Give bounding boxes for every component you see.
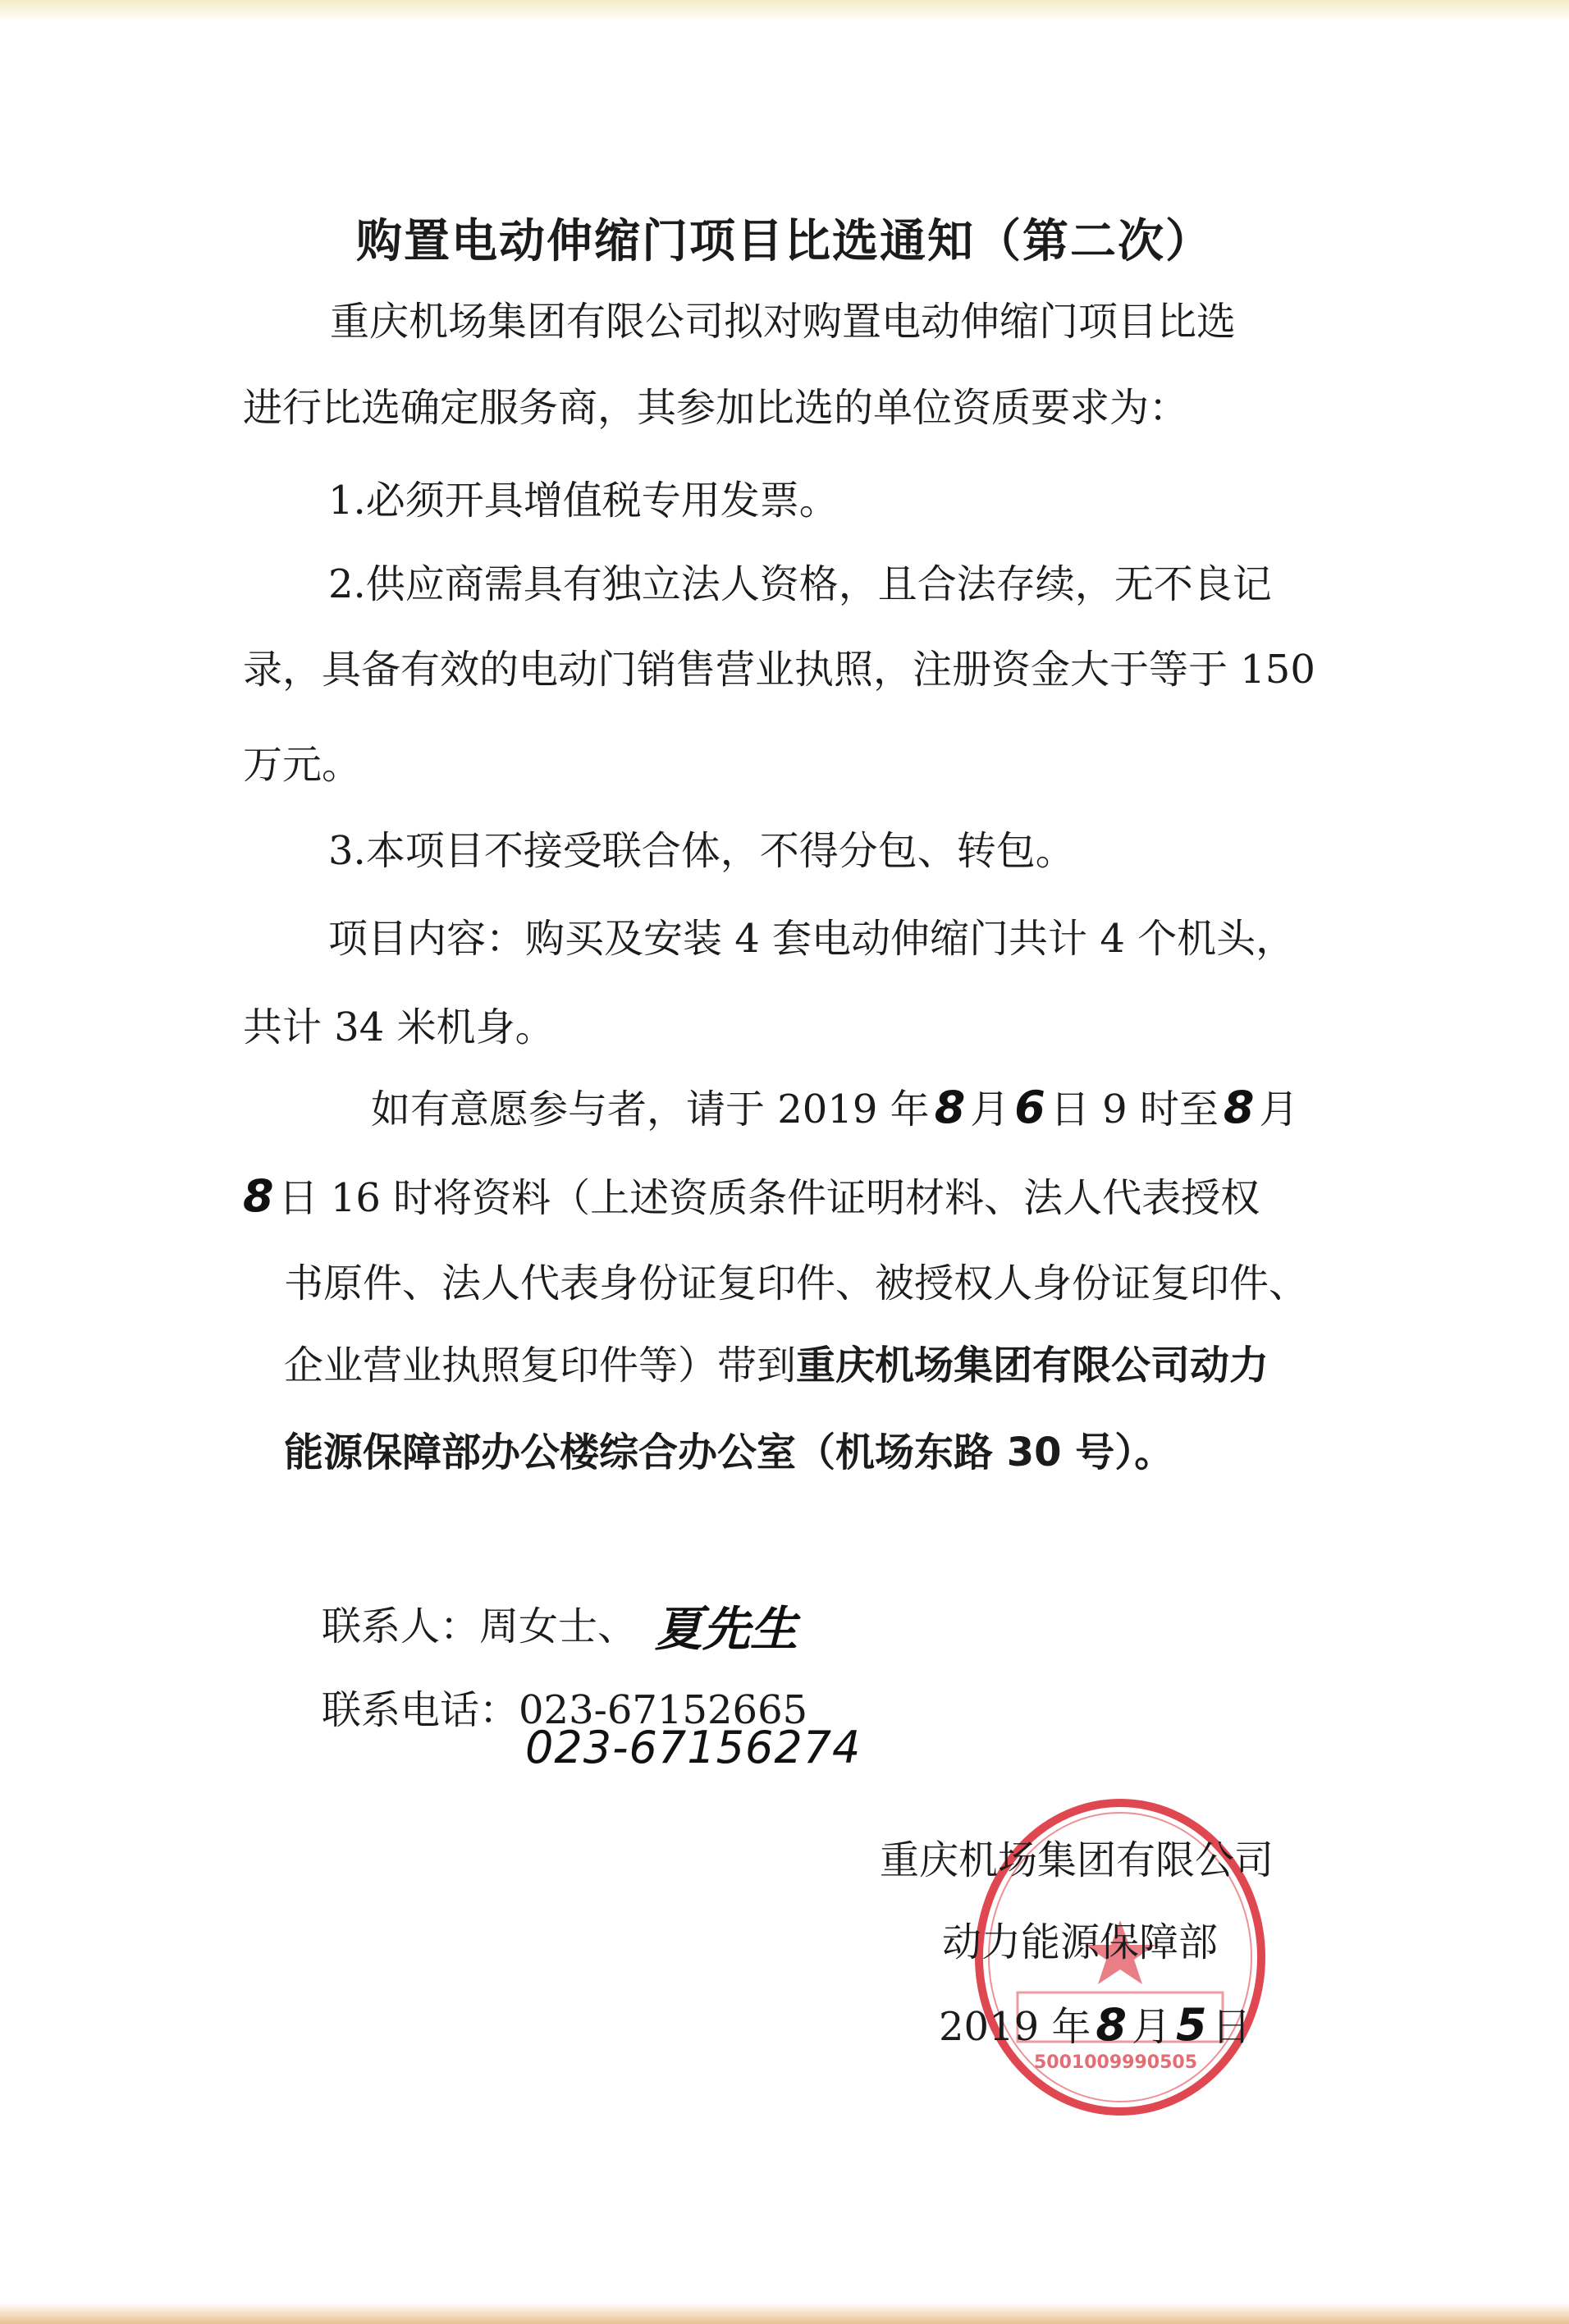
paragraph-intro-line-1: 重庆机场集团有限公司拟对购置电动伸缩门项目比选 [330, 299, 1237, 345]
submission-line-3: 书原件、法人代表身份证复印件、被授权人身份证复印件、 [284, 1260, 1309, 1306]
handwritten-contact-name: 夏先生 [655, 1601, 798, 1657]
paragraph-intro-line-2: 进行比选确定服务商，其参加比选的单位资质要求为： [243, 385, 1189, 431]
handwritten-day-end: 8 [243, 1170, 274, 1222]
scan-edge-bottom [0, 2303, 1569, 2324]
submission-text-c: 日 9 时至 [1050, 1087, 1219, 1132]
requirement-3: 3.本项目不接受联合体，不得分包、转包。 [328, 828, 1075, 874]
requirement-2-line-1: 2.供应商需具有独立法人资格，且合法存续，无不良记 [328, 561, 1272, 607]
issuer-department: 动力能源保障部 [942, 1919, 1219, 1965]
issuer-organization: 重庆机场集团有限公司 [880, 1837, 1274, 1883]
issue-date-month-label: 月 [1132, 2004, 1172, 2050]
handwritten-phone: 023-67156274 [525, 1722, 862, 1773]
submission-text-line-4a: 企业营业执照复印件等）带到 [284, 1343, 797, 1388]
handwritten-issue-month: 8 [1096, 1999, 1127, 2051]
issue-date-day-label: 日 [1211, 2004, 1251, 2050]
document-title: 购置电动伸缩门项目比选通知（第二次） [356, 215, 1213, 268]
requirement-2-line-2: 录，具备有效的电动门销售营业执照，注册资金大于等于 150 [243, 647, 1315, 693]
handwritten-month-start: 8 [934, 1082, 966, 1133]
submission-line-1 [371, 1082, 1299, 1136]
contact-person [322, 1600, 637, 1653]
submission-text-d: 月 [1259, 1087, 1299, 1132]
issue-date-year: 2019 年 [939, 2004, 1091, 2050]
contact-label: 联系人：周女士 [322, 1603, 598, 1649]
submission-line-2 [243, 1170, 1260, 1224]
handwritten-issue-day: 5 [1176, 1999, 1207, 2051]
contact-separator: 、 [597, 1603, 638, 1649]
submission-text-line-2: 日 16 时将资料（上述资质条件证明材料、法人代表授权 [278, 1175, 1260, 1221]
svg-text:5001009990505: 5001009990505 [1034, 2052, 1197, 2073]
issue-date [939, 1999, 1251, 2053]
submission-text-a: 如有意愿参与者，请于 2019 年 [371, 1087, 930, 1132]
submission-line-5: 能源保障部办公楼综合办公室（机场东路 30 号）。 [284, 1430, 1174, 1475]
handwritten-month-end: 8 [1223, 1082, 1255, 1133]
scan-edge-top [0, 0, 1569, 21]
requirement-2-line-3: 万元。 [243, 742, 362, 788]
submission-text-b: 月 [970, 1087, 1010, 1132]
handwritten-day-start: 6 [1014, 1082, 1045, 1133]
project-content-line-2: 共计 34 米机身。 [243, 1004, 555, 1050]
requirement-1: 1.必须开具增值税专用发票。 [328, 478, 839, 524]
submission-location-bold-a: 重庆机场集团有限公司动力 [796, 1343, 1269, 1388]
project-content-line-1: 项目内容：购买及安装 4 套电动伸缩门共计 4 个机头， [328, 916, 1296, 962]
contact-phone: 联系电话：023-67152665 [322, 1687, 808, 1733]
submission-line-4 [284, 1339, 1269, 1392]
